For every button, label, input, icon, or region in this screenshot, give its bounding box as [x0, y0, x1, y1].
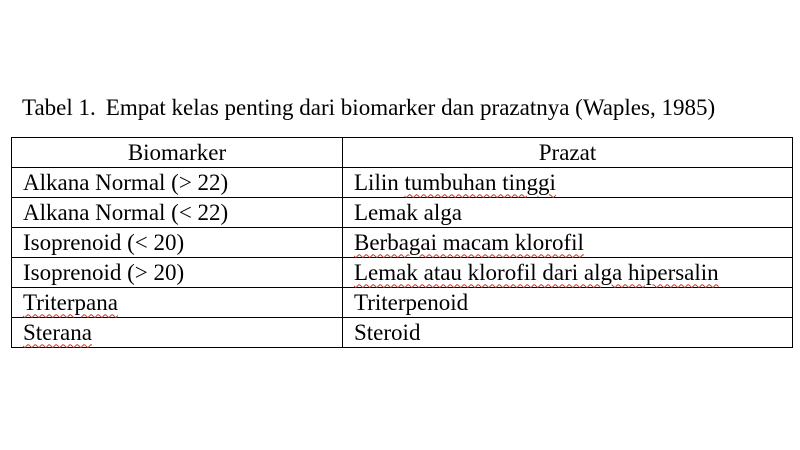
cell-biomarker-text: Alkana Normal (> 22)	[23, 169, 229, 195]
cell-biomarker	[12, 198, 343, 228]
cell-biomarker-text: Triterpana	[23, 289, 118, 315]
table-row	[12, 258, 793, 288]
biomarker-table	[11, 137, 793, 348]
cell-prazat-text: Triterpenoid	[354, 289, 469, 315]
table-header-row	[12, 138, 793, 168]
table-row	[12, 168, 793, 198]
table-caption-text: Empat kelas penting dari biomarker dan prazatnya (Waples, 1985)	[105, 95, 716, 120]
table-row	[12, 318, 793, 348]
table-row	[12, 198, 793, 228]
cell-biomarker	[12, 228, 343, 258]
cell-biomarker	[12, 258, 343, 288]
cell-prazat-text: Lemak alga	[354, 199, 462, 225]
cell-prazat	[343, 318, 793, 348]
cell-biomarker	[12, 288, 343, 318]
cell-biomarker-text: Isoprenoid (> 20)	[23, 259, 185, 285]
cell-prazat	[343, 228, 793, 258]
cell-prazat-spellcheck-text: Berbagai macam klorofil	[354, 229, 584, 255]
table-caption	[22, 93, 715, 123]
table-caption-label: Tabel 1.	[22, 95, 96, 120]
cell-prazat	[343, 288, 793, 318]
cell-prazat-text: Lilin	[354, 169, 405, 195]
cell-prazat-spellcheck-text: Lemak atau klorofil dari alga hipersalin	[354, 259, 719, 285]
cell-prazat	[343, 198, 793, 228]
cell-biomarker	[12, 168, 343, 198]
cell-prazat	[343, 168, 793, 198]
column-header-biomarker: Biomarker	[12, 138, 343, 168]
cell-prazat-spellcheck-text: tumbuhan tinggi	[404, 169, 556, 195]
column-header-prazat: Prazat	[343, 138, 793, 168]
cell-prazat	[343, 258, 793, 288]
cell-biomarker-text: Sterana	[23, 319, 92, 345]
cell-biomarker-text: Isoprenoid (< 20)	[23, 229, 185, 255]
cell-biomarker-text: Alkana Normal (< 22)	[23, 199, 229, 225]
table-row	[12, 288, 793, 318]
table-row	[12, 228, 793, 258]
cell-biomarker	[12, 318, 343, 348]
cell-prazat-text: Steroid	[354, 319, 421, 345]
